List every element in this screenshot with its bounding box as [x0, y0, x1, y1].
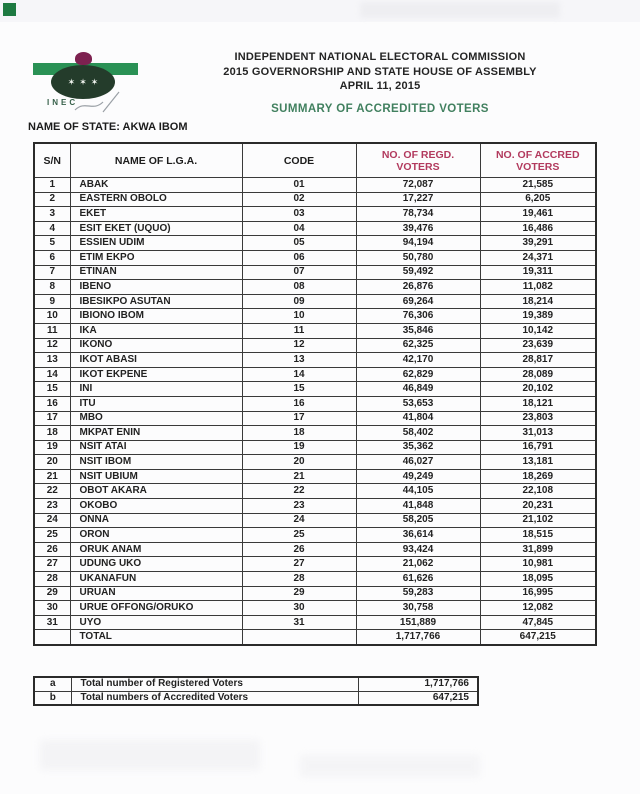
regd-cell: 1,717,766: [356, 630, 480, 645]
table-header-row: [34, 143, 596, 178]
regd-cell: 46,849: [356, 382, 480, 397]
regd-cell: 76,306: [356, 309, 480, 324]
code-cell: 19: [242, 440, 356, 455]
accred-cell: 23,803: [480, 411, 596, 426]
accred-cell: 28,089: [480, 367, 596, 382]
sn-cell: 1: [34, 178, 70, 193]
table-row: [34, 178, 596, 193]
regd-cell: 41,804: [356, 411, 480, 426]
commission-title: INDEPENDENT NATIONAL ELECTORAL COMMISSION: [234, 51, 526, 63]
lga-cell: MBO: [70, 411, 242, 426]
table-row: [34, 469, 596, 484]
column-header-accred: NO. OF ACCRED VOTERS: [480, 143, 596, 178]
accred-cell: 23,639: [480, 338, 596, 353]
regd-cell: 30,758: [356, 601, 480, 616]
summary-title: SUMMARY OF ACCREDITED VOTERS: [271, 102, 489, 115]
lga-cell: ETIM EKPO: [70, 250, 242, 265]
sn-cell: 31: [34, 615, 70, 630]
accred-cell: 22,108: [480, 484, 596, 499]
eagle-icon: [75, 52, 92, 65]
accred-cell: 16,995: [480, 586, 596, 601]
table-row: [34, 411, 596, 426]
lga-cell: IKONO: [70, 338, 242, 353]
accred-cell: 16,791: [480, 440, 596, 455]
code-cell: 21: [242, 469, 356, 484]
regd-cell: 72,087: [356, 178, 480, 193]
sn-cell: 30: [34, 601, 70, 616]
lga-cell: IKOT EKPENE: [70, 367, 242, 382]
regd-cell: 58,205: [356, 513, 480, 528]
regd-cell: 62,829: [356, 367, 480, 382]
summary-value: 1,717,766: [358, 677, 478, 691]
code-cell: 31: [242, 615, 356, 630]
sn-cell: 25: [34, 528, 70, 543]
lga-cell: MKPAT ENIN: [70, 426, 242, 441]
lga-cell: IBIONO IBOM: [70, 309, 242, 324]
code-cell: 14: [242, 367, 356, 382]
star-icon: ✶: [67, 76, 76, 87]
sn-cell: 23: [34, 499, 70, 514]
lga-cell: NSIT UBIUM: [70, 469, 242, 484]
code-cell: 13: [242, 353, 356, 368]
lga-cell: ESIT EKET (UQUO): [70, 221, 242, 236]
sn-cell: 22: [34, 484, 70, 499]
accred-cell: 21,585: [480, 178, 596, 193]
sn-cell: 7: [34, 265, 70, 280]
lga-cell: ITU: [70, 396, 242, 411]
regd-cell: 46,027: [356, 455, 480, 470]
election-title: 2015 GOVERNORSHIP AND STATE HOUSE OF ASSEMBLY: [223, 65, 537, 78]
lga-cell: TOTAL: [70, 630, 242, 645]
regd-cell: 94,194: [356, 236, 480, 251]
table-row: [34, 236, 596, 251]
sn-cell: 9: [34, 294, 70, 309]
table-row: [34, 426, 596, 441]
lga-cell: IKA: [70, 323, 242, 338]
code-cell: 09: [242, 294, 356, 309]
code-cell: 10: [242, 309, 356, 324]
code-cell: 06: [242, 250, 356, 265]
scan-artifact: [40, 740, 260, 770]
table-row: [34, 455, 596, 470]
accred-cell: 20,102: [480, 382, 596, 397]
table-row: [34, 280, 596, 295]
accred-cell: 12,082: [480, 601, 596, 616]
lga-cell: UYO: [70, 615, 242, 630]
accred-cell: 28,817: [480, 353, 596, 368]
table-row: [34, 265, 596, 280]
table-row: [34, 557, 596, 572]
sn-cell: 20: [34, 455, 70, 470]
lga-cell: EKET: [70, 207, 242, 222]
accred-cell: 13,181: [480, 455, 596, 470]
logo-text: INEC: [47, 98, 79, 107]
code-cell: 08: [242, 280, 356, 295]
table-row: [34, 542, 596, 557]
sn-cell: 5: [34, 236, 70, 251]
accred-cell: 18,269: [480, 469, 596, 484]
lga-cell: URUE OFFONG/ORUKO: [70, 601, 242, 616]
regd-cell: 93,424: [356, 542, 480, 557]
sn-cell: 14: [34, 367, 70, 382]
code-cell: 25: [242, 528, 356, 543]
code-cell: 01: [242, 178, 356, 193]
table-row: [34, 250, 596, 265]
lga-cell: ORUK ANAM: [70, 542, 242, 557]
accred-cell: 18,515: [480, 528, 596, 543]
code-cell: [242, 630, 356, 645]
regd-cell: 17,227: [356, 192, 480, 207]
lga-cell: OKOBO: [70, 499, 242, 514]
code-cell: 17: [242, 411, 356, 426]
regd-cell: 53,653: [356, 396, 480, 411]
code-cell: 03: [242, 207, 356, 222]
accred-cell: 31,013: [480, 426, 596, 441]
state-name: NAME OF STATE: AKWA IBOM: [28, 121, 188, 133]
summary-row: [34, 677, 478, 691]
sn-cell: 11: [34, 323, 70, 338]
lga-cell: IKOT ABASI: [70, 353, 242, 368]
regd-cell: 50,780: [356, 250, 480, 265]
summary-key: a: [34, 677, 71, 691]
sn-cell: 24: [34, 513, 70, 528]
table-row: [34, 484, 596, 499]
sn-cell: 19: [34, 440, 70, 455]
code-cell: 18: [242, 426, 356, 441]
lga-cell: ETINAN: [70, 265, 242, 280]
accred-cell: 18,121: [480, 396, 596, 411]
table-row: [34, 615, 596, 630]
lga-cell: ORON: [70, 528, 242, 543]
code-cell: 07: [242, 265, 356, 280]
accred-cell: 18,095: [480, 572, 596, 587]
scan-artifact: [360, 2, 560, 18]
column-header-code: CODE: [242, 143, 356, 178]
accred-cell: 10,142: [480, 323, 596, 338]
lga-cell: UDUNG UKO: [70, 557, 242, 572]
accred-cell: 11,082: [480, 280, 596, 295]
table-row: [34, 528, 596, 543]
table-row: [34, 353, 596, 368]
code-cell: 30: [242, 601, 356, 616]
regd-cell: 39,476: [356, 221, 480, 236]
table-row: [34, 601, 596, 616]
summary-value: 647,215: [358, 691, 478, 705]
election-date: APRIL 11, 2015: [339, 80, 421, 92]
code-cell: 27: [242, 557, 356, 572]
sn-cell: 6: [34, 250, 70, 265]
regd-cell: 26,876: [356, 280, 480, 295]
regd-cell: 44,105: [356, 484, 480, 499]
lga-cell: NSIT ATAI: [70, 440, 242, 455]
lga-cell: URUAN: [70, 586, 242, 601]
table-row: [34, 572, 596, 587]
accred-cell: 10,981: [480, 557, 596, 572]
table-row: [34, 309, 596, 324]
code-cell: 22: [242, 484, 356, 499]
code-cell: 28: [242, 572, 356, 587]
table-row: [34, 499, 596, 514]
sn-cell: [34, 630, 70, 645]
regd-cell: 59,492: [356, 265, 480, 280]
table-row: [34, 221, 596, 236]
accred-cell: 39,291: [480, 236, 596, 251]
sn-cell: 29: [34, 586, 70, 601]
column-header-lga: NAME OF L.G.A.: [70, 143, 242, 178]
summary-row: [34, 691, 478, 705]
accred-cell: 20,231: [480, 499, 596, 514]
star-icon: ✶: [90, 76, 99, 87]
summary-label: Total numbers of Accredited Voters: [71, 691, 358, 705]
accred-cell: 24,371: [480, 250, 596, 265]
table-row: [34, 382, 596, 397]
code-cell: 05: [242, 236, 356, 251]
sn-cell: 16: [34, 396, 70, 411]
voters-table: [33, 142, 597, 646]
regd-cell: 62,325: [356, 338, 480, 353]
accred-cell: 31,899: [480, 542, 596, 557]
lga-cell: ABAK: [70, 178, 242, 193]
lga-cell: EASTERN OBOLO: [70, 192, 242, 207]
column-header-sn: S/N: [34, 143, 70, 178]
sn-cell: 8: [34, 280, 70, 295]
lga-cell: NSIT IBOM: [70, 455, 242, 470]
sn-cell: 13: [34, 353, 70, 368]
lga-cell: IBESIKPO ASUTAN: [70, 294, 242, 309]
table-row: [34, 440, 596, 455]
sn-cell: 15: [34, 382, 70, 397]
sn-cell: 2: [34, 192, 70, 207]
sn-cell: 28: [34, 572, 70, 587]
sn-cell: 3: [34, 207, 70, 222]
regd-cell: 151,889: [356, 615, 480, 630]
regd-cell: 61,626: [356, 572, 480, 587]
code-cell: 15: [242, 382, 356, 397]
code-cell: 04: [242, 221, 356, 236]
document-header: [160, 50, 600, 115]
code-cell: 23: [242, 499, 356, 514]
lga-cell: IBENO: [70, 280, 242, 295]
table-row: [34, 192, 596, 207]
code-cell: 02: [242, 192, 356, 207]
table-row: [34, 513, 596, 528]
sn-cell: 17: [34, 411, 70, 426]
code-cell: 16: [242, 396, 356, 411]
regd-cell: 59,283: [356, 586, 480, 601]
regd-cell: 41,848: [356, 499, 480, 514]
star-icon: ✶: [79, 76, 87, 87]
table-row: [34, 367, 596, 382]
code-cell: 20: [242, 455, 356, 470]
accred-cell: 19,461: [480, 207, 596, 222]
sn-cell: 4: [34, 221, 70, 236]
code-cell: 11: [242, 323, 356, 338]
sn-cell: 10: [34, 309, 70, 324]
lga-cell: INI: [70, 382, 242, 397]
accred-cell: 19,389: [480, 309, 596, 324]
regd-cell: 69,264: [356, 294, 480, 309]
inec-logo: [33, 50, 141, 116]
regd-cell: 58,402: [356, 426, 480, 441]
accred-cell: 47,845: [480, 615, 596, 630]
regd-cell: 35,362: [356, 440, 480, 455]
sn-cell: 18: [34, 426, 70, 441]
regd-cell: 21,062: [356, 557, 480, 572]
totals-table: [33, 676, 479, 706]
table-row: [34, 338, 596, 353]
signature-stroke: [73, 90, 129, 116]
column-header-regd: NO. OF REGD. VOTERS: [356, 143, 480, 178]
table-row: [34, 586, 596, 601]
code-cell: 26: [242, 542, 356, 557]
sn-cell: 21: [34, 469, 70, 484]
sn-cell: 26: [34, 542, 70, 557]
accred-cell: 16,486: [480, 221, 596, 236]
corner-green-square: [3, 3, 16, 16]
scan-artifact: [300, 755, 480, 777]
table-row: [34, 294, 596, 309]
lga-cell: UKANAFUN: [70, 572, 242, 587]
sn-cell: 27: [34, 557, 70, 572]
regd-cell: 35,846: [356, 323, 480, 338]
total-row: [34, 630, 596, 645]
accred-cell: 647,215: [480, 630, 596, 645]
code-cell: 24: [242, 513, 356, 528]
code-cell: 29: [242, 586, 356, 601]
regd-cell: 42,170: [356, 353, 480, 368]
sn-cell: 12: [34, 338, 70, 353]
summary-label: Total number of Registered Voters: [71, 677, 358, 691]
accred-cell: 19,311: [480, 265, 596, 280]
table-row: [34, 396, 596, 411]
table-row: [34, 207, 596, 222]
lga-cell: ESSIEN UDIM: [70, 236, 242, 251]
summary-key: b: [34, 691, 71, 705]
accred-cell: 18,214: [480, 294, 596, 309]
lga-cell: ONNA: [70, 513, 242, 528]
regd-cell: 49,249: [356, 469, 480, 484]
regd-cell: 36,614: [356, 528, 480, 543]
regd-cell: 78,734: [356, 207, 480, 222]
accred-cell: 6,205: [480, 192, 596, 207]
lga-cell: OBOT AKARA: [70, 484, 242, 499]
code-cell: 12: [242, 338, 356, 353]
accred-cell: 21,102: [480, 513, 596, 528]
table-row: [34, 323, 596, 338]
